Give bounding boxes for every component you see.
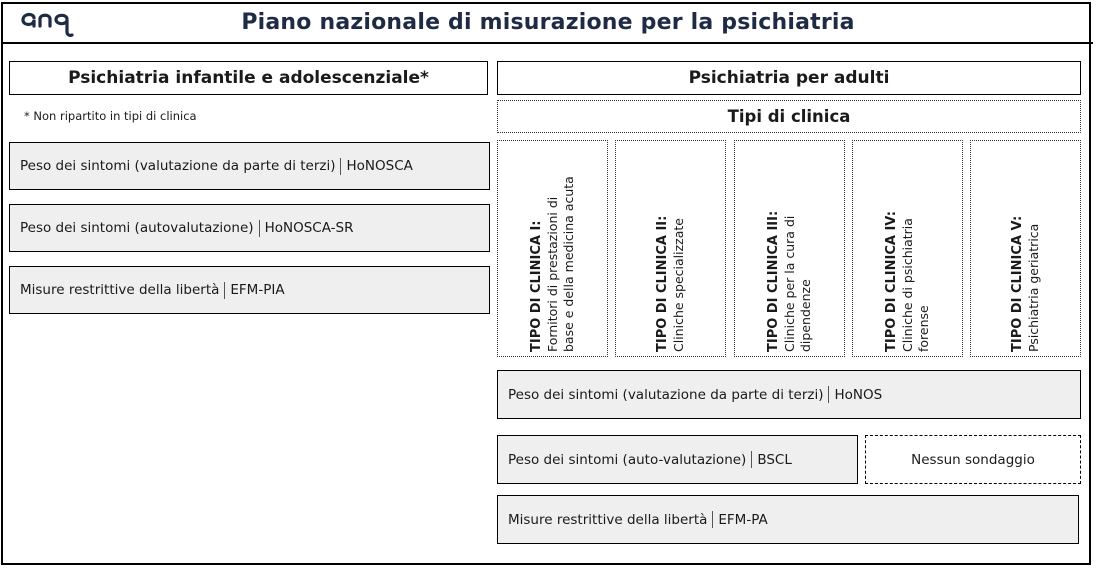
clinic-type-line: Cliniche specializzate (670, 217, 686, 352)
separator (712, 511, 713, 528)
left-box-honosca (9, 142, 490, 190)
box-label: Misure restrittive della libertà (508, 511, 708, 528)
clinic-type-5 (970, 140, 1081, 357)
page-title: Piano nazionale di misurazione per la psichiatria (241, 10, 855, 35)
clinic-type-5-text (1010, 146, 1042, 352)
box-instrument: EFM-PA (718, 511, 768, 528)
separator (828, 386, 829, 403)
footnote: * Non ripartito in tipi di clinica (24, 109, 197, 123)
box-instrument: HoNOS (834, 386, 883, 403)
clinic-type-4-text (884, 146, 932, 352)
header-divider (1, 42, 1093, 44)
clinic-type-line: Cliniche per la cura di (781, 215, 797, 352)
separator (751, 451, 752, 468)
left-box-honosca-sr (9, 204, 490, 252)
left-section-heading: Psichiatria infantile e adolescenziale* (9, 61, 488, 95)
clinic-type-title: TIPO DI CLINICA III: (765, 210, 781, 352)
right-section-heading: Psichiatria per adulti (497, 61, 1081, 95)
left-box-efm-pia (9, 266, 490, 314)
clinic-type-line: Psichiatria geriatrica (1025, 223, 1041, 352)
clinic-type-title: TIPO DI CLINICA II: (654, 215, 670, 352)
clinic-type-3 (734, 140, 845, 357)
box-label: Peso dei sintomi (auto-valutazione) (508, 451, 747, 468)
box-instrument: BSCL (757, 451, 792, 468)
clinic-type-1-text (529, 146, 577, 352)
clinic-types-heading: Tipi di clinica (497, 100, 1081, 133)
box-label: Peso dei sintomi (valutazione da parte di terzi) (508, 386, 824, 403)
clinic-type-2 (615, 140, 726, 357)
separator (340, 158, 341, 175)
clinic-type-1 (497, 140, 608, 357)
clinic-type-3-text (766, 146, 814, 352)
clinic-type-title: TIPO DI CLINICA V: (1009, 215, 1025, 352)
clinic-type-line: base e della medicina acuta (560, 175, 576, 352)
box-label: Peso dei sintomi (valutazione da parte di terzi) (20, 158, 336, 174)
box-label: Peso dei sintomi (autovalutazione) (20, 220, 254, 236)
clinic-type-line: forense (915, 304, 931, 352)
no-survey-box: Nessun sondaggio (865, 435, 1081, 484)
clinic-type-title: TIPO DI CLINICA I: (528, 219, 544, 352)
clinic-type-line: Cliniche di psichiatria (899, 217, 915, 352)
separator (224, 282, 225, 299)
clinic-type-line: dipendenze (797, 278, 813, 352)
box-instrument: HoNOSCA (346, 158, 413, 174)
separator (259, 220, 260, 237)
clinic-type-4 (852, 140, 963, 357)
box-instrument: HoNOSCA-SR (264, 220, 354, 236)
right-box-efm-pa (497, 495, 1079, 544)
box-label: Misure restrittive della libertà (20, 282, 220, 298)
clinic-type-line: Fornitori di prestazioni di (544, 196, 560, 352)
clinic-type-2-text (655, 146, 687, 352)
box-instrument: EFM-PIA (230, 282, 285, 298)
clinic-type-title: TIPO DI CLINICA IV: (883, 210, 899, 352)
right-box-bscl (497, 435, 858, 484)
right-box-honos (497, 370, 1081, 419)
